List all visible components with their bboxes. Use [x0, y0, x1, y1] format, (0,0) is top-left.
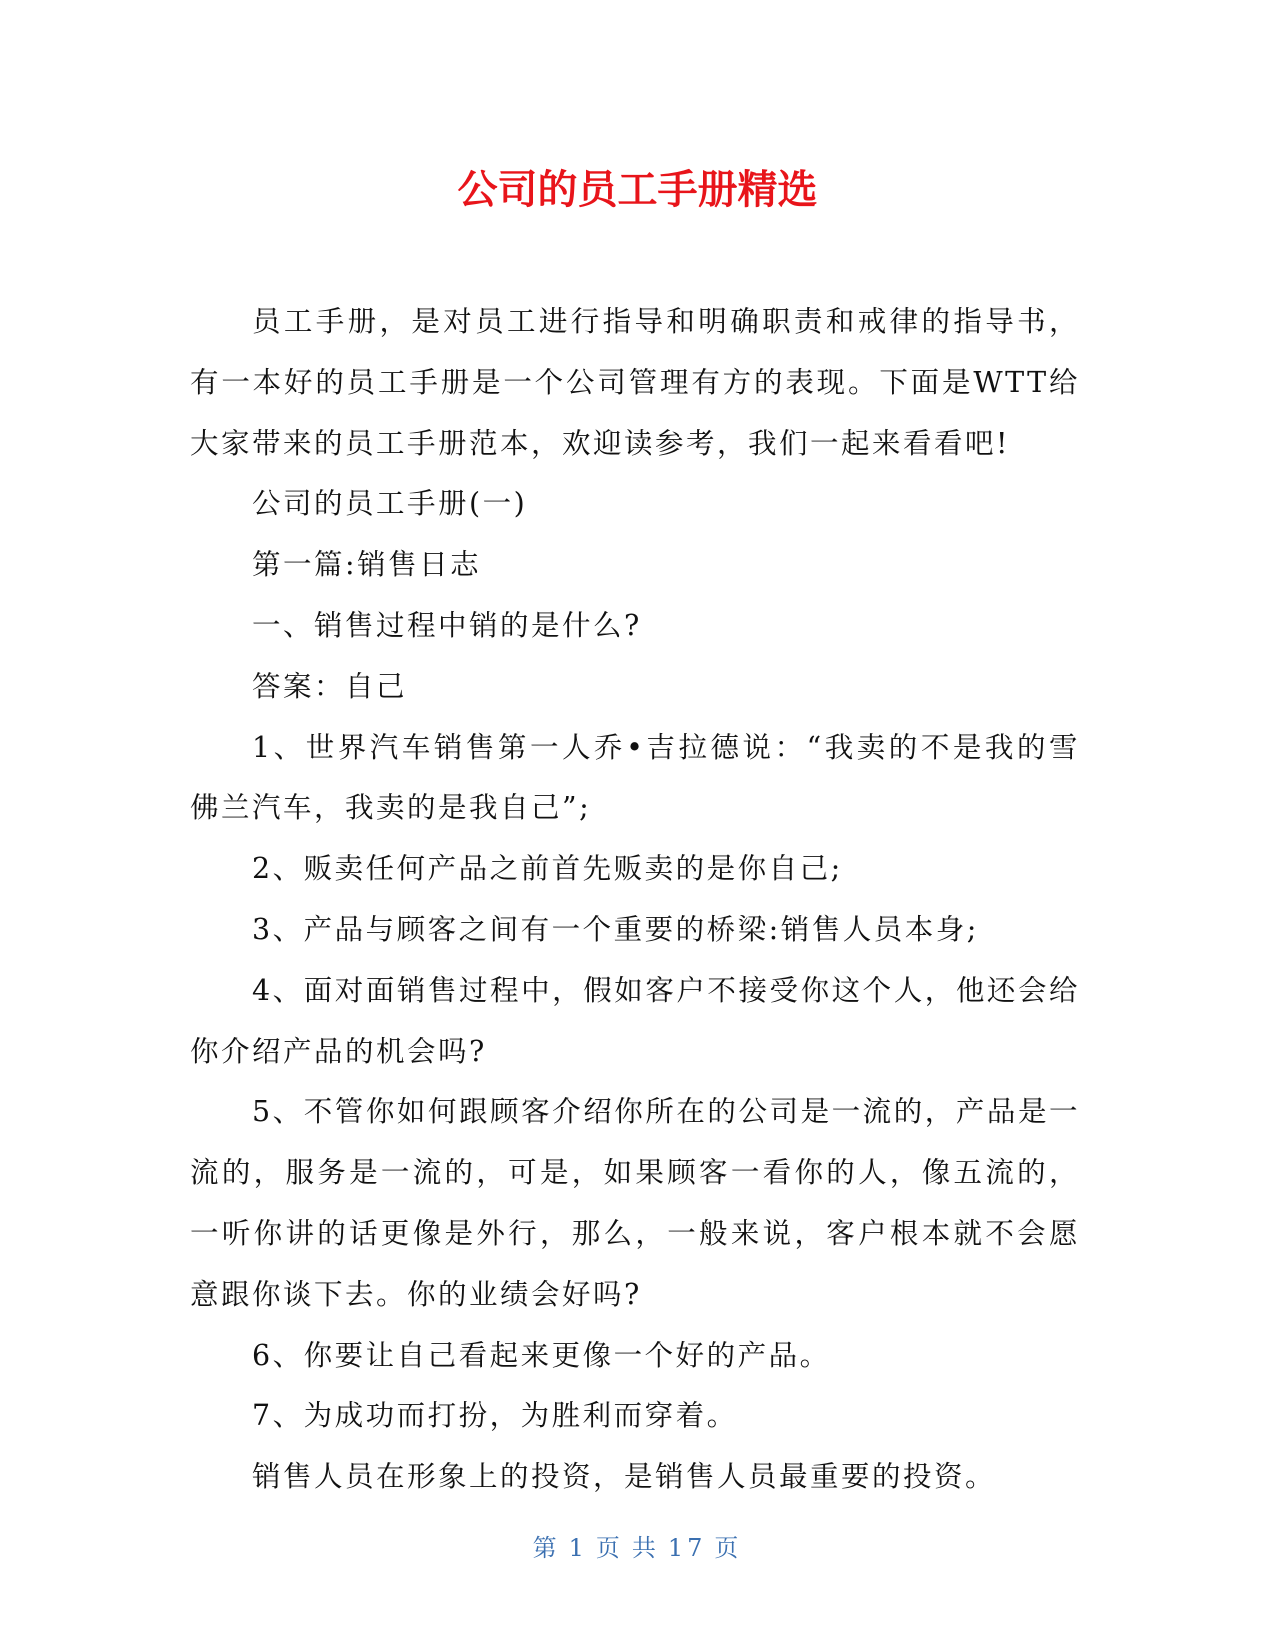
paragraph-item-7: 7、为成功而打扮，为胜利而穿着。: [252, 1399, 738, 1433]
page-footer: [0, 1528, 1275, 1563]
paragraph-item-2: 2、贩卖任何产品之前首先贩卖的是你自己;: [252, 852, 843, 886]
paragraph-item-6: 6、你要让自己看起来更像一个好的产品。: [252, 1338, 831, 1372]
paragraph-chapter-heading: 第一篇:销售日志: [252, 548, 482, 582]
paragraph-intro: 员工手册，是对员工进行指导和明确职责和戒律的指导书，有一本好的员工手册是一个公司管理有方的表现。下面是WTT给大家带来的员工手册范本，欢迎读参考，我们一起来看看吧!: [190, 305, 1080, 460]
paragraph-answer: 答案：自己: [252, 669, 408, 703]
footer-label-ye2: 页: [714, 1534, 743, 1562]
footer-label-ye: 页: [595, 1534, 624, 1562]
footer-current-page: 1: [568, 1534, 588, 1562]
paragraph-item-1: 1、世界汽车销售第一人乔•吉拉德说：“我卖的不是我的雪佛兰汽车，我卖的是我自己”;: [190, 730, 1080, 825]
paragraph-item-4: 4、面对面销售过程中，假如客户不接受你这个人，他还会给你介绍产品的机会吗?: [190, 973, 1080, 1068]
paragraph-conclusion: 销售人员在形象上的投资，是销售人员最重要的投资。: [252, 1460, 997, 1494]
document-body: [190, 292, 1080, 1508]
paragraph-item-5: 5、不管你如何跟顾客介绍你所在的公司是一流的，产品是一流的，服务是一流的，可是，如果顾客一看你的人，像五流的，一听你讲的话更像是外行，那么，一般来说，客户根本就不会愿意跟你谈下去。你的业绩会好吗?: [190, 1095, 1080, 1311]
footer-label-page: 第: [532, 1534, 561, 1562]
footer-total-pages: 17: [667, 1534, 707, 1562]
paragraph-item-3: 3、产品与顾客之间有一个重要的桥梁:销售人员本身;: [252, 912, 979, 946]
paragraph-question: 一、销售过程中销的是什么?: [252, 608, 642, 642]
paragraph-section-heading: 公司的员工手册(一): [252, 487, 528, 521]
document-title: 公司的员工手册精选: [457, 167, 818, 213]
footer-label-total: 共: [631, 1534, 660, 1562]
